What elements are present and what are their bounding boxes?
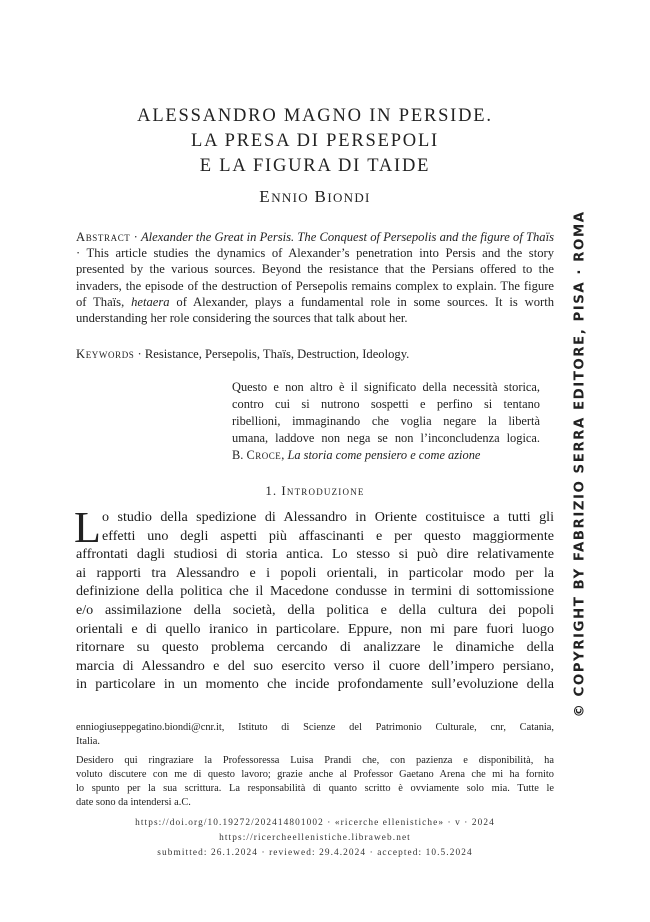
- doi-line: https://doi.org/10.19272/202414801002 · «ricerche ellenistiche» · v · 2024: [135, 818, 495, 828]
- keywords-text: · Resistance, Persepolis, Thaïs, Destruction, Ideology.: [134, 347, 410, 361]
- title-line-3: E LA FIGURA DI TAIDE: [199, 156, 431, 176]
- epigraph-source: [232, 447, 540, 464]
- drop-cap: L: [74, 503, 101, 552]
- publication-meta: [75, 816, 555, 861]
- section-heading: [75, 483, 555, 499]
- body-line: affrontati dagli studiosi di storia antica. Lo stesso si può dire relativamente: [76, 546, 554, 563]
- abstract-label: Abstract: [76, 230, 131, 244]
- body-line: o studio della spedizione di Alessandro in Oriente costituisce a tutti gli: [102, 509, 554, 525]
- footnote-line: enniogiuseppegatino.biondi@cnr.it, Istituto di Scienze del Patrimonio Culturale, cnr, Catania,: [76, 722, 554, 733]
- author-last-initial: B: [314, 187, 328, 206]
- abstract-text-1: · This article studies the dynamics of Alexander’s penetration into Persis and the story presented by the various sources. Beyond the resistance that the Persians offered to the invaders, the episode of the destruction of Persepolis remains complex to explain. The figure of Thaïs,: [76, 246, 554, 309]
- epigraph-source-author: Croce: [246, 448, 282, 462]
- author-last-rest: IONDI: [327, 190, 371, 205]
- footnote-line: Italia.: [76, 736, 100, 747]
- body-text: [74, 503, 554, 694]
- abstract-sep: ·: [130, 230, 141, 244]
- body-line: marcia di Alessandro e del suo esercito verso il cuore dell’impero persiano,: [76, 657, 554, 674]
- body-line: e/o assimilazione della società, della politica e della cultura dei popoli: [76, 601, 554, 618]
- footnote-affiliation: [76, 721, 554, 749]
- epigraph-line: ribellioni, immaginando che voglia negare la libertà: [232, 414, 540, 428]
- section-title: Introduzione: [281, 483, 365, 498]
- keywords-label: Keywords: [76, 347, 135, 361]
- author-name: [75, 187, 555, 207]
- footnote-line: lo spunto per la sua scrittura. La responsabilità di quanto scritto è ovviamente solo mia. Tutte le: [76, 783, 554, 794]
- body-line: orientali e di quello iranico in particolare. Eppure, non mi pare fuori luogo: [76, 620, 554, 637]
- body-line: definizione della politica che il Macedone condusse in termini di sottomissione: [76, 583, 554, 600]
- abstract-hetaera: hetaera: [131, 294, 170, 309]
- epigraph-line: umana, laddove non nega se non l’inconcludenza logica.: [232, 431, 540, 445]
- footnote-line: Desidero qui ringraziare la Professoressa Luisa Prandi che, con pazienza e disponibilità, ha: [76, 755, 554, 766]
- submission-dates: submitted: 26.1.2024 · reviewed: 29.4.2024 · accepted: 10.5.2024: [157, 848, 473, 858]
- body-line: effetti uno degli aspetti più affascinanti e per questo maggiormente: [102, 527, 554, 544]
- footnotes: [76, 721, 554, 815]
- epigraph-source-work: La storia come pensiero e come azione: [287, 448, 481, 462]
- epigraph: [232, 379, 540, 464]
- epigraph-line: Questo e non altro è il significato della necessità storica,: [232, 380, 540, 394]
- author-first-rest: NNIO: [271, 190, 309, 205]
- title-line-2: LA PRESA DI PERSEPOLI: [190, 131, 440, 151]
- body-line: ritornare su questo problema cercando di analizzare le dinamiche della: [76, 639, 554, 656]
- author-first-initial: E: [259, 187, 272, 206]
- abstract-text-2: of Alexander, plays a fundamental role in some sources. It is worth understanding her role considering the sources that talk about her.: [76, 294, 554, 326]
- footnote-line: date sono da intendersi a.C.: [76, 797, 191, 808]
- copyright-text: © COPYRIGHT BY FABRIZIO SERRA EDITORE, PISA · ROMA: [572, 210, 588, 718]
- epigraph-source-sep: ,: [281, 448, 288, 462]
- footnote-line: voluto discutere con me di questo lavoro; grazie anche al Professor Gaetano Arena che mi ha fornito: [76, 769, 554, 780]
- epigraph-line: contro cui si nutrono sospetti e perfino si tentano: [232, 397, 540, 411]
- article-title: [75, 104, 555, 179]
- abstract-english-title: Alexander the Great in Persis. The Conquest of Persepolis and the figure of Thaïs: [140, 230, 554, 244]
- body-line: in particolare in un momento che incide profondamente sull’evoluzione della: [76, 676, 554, 693]
- keywords: [76, 346, 554, 362]
- section-number: 1.: [265, 483, 282, 498]
- copyright-notice: [565, 210, 595, 718]
- journal-url: https://ricercheellenistiche.libraweb.net: [219, 833, 411, 843]
- body-line: ai rapporti tra Alessandro e i popoli orientali, in particolar modo per la: [76, 564, 554, 581]
- title-line-1: ALESSANDRO MAGNO IN PERSIDE.: [137, 106, 493, 126]
- abstract: [76, 229, 554, 326]
- footnote-acknowledgments: [76, 754, 554, 810]
- epigraph-source-initial: B.: [232, 448, 247, 462]
